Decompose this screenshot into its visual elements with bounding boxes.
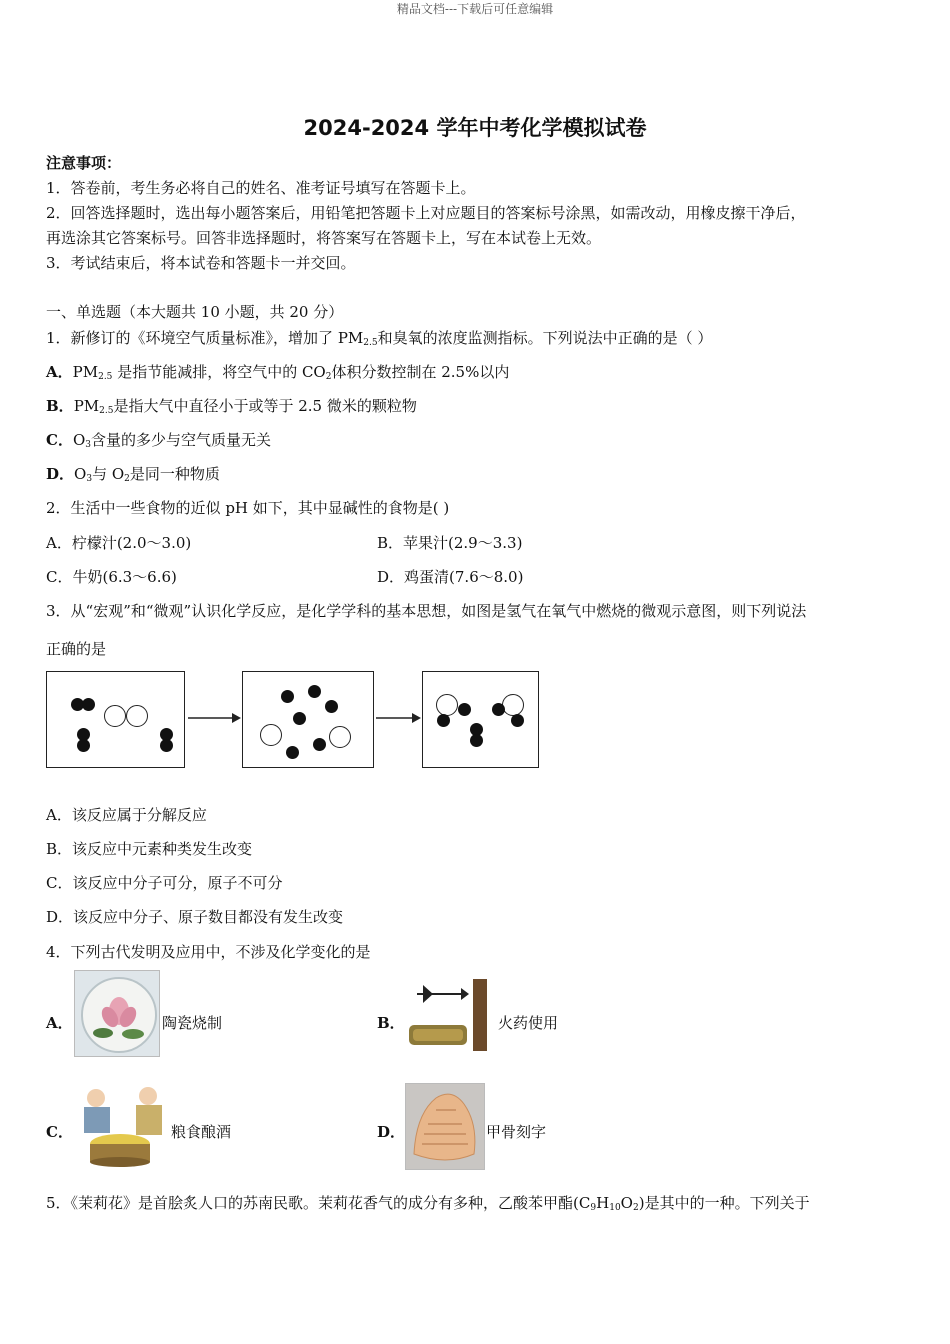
notice-heading: 注意事项： [46, 154, 122, 172]
q3-option-d: D．该反应中分子、原子数目都没有发生改变 [46, 908, 344, 926]
q2-stem: 2．生活中一些食物的近似 pH 如下，其中显碱性的食物是( ) [46, 499, 450, 517]
q4-option-c-label: C． [46, 1123, 73, 1141]
arrow-icon [186, 709, 242, 727]
o-atom [104, 705, 126, 727]
notice-item-1: 1．答卷前，考生务必将自己的姓名、准考证号填写在答题卡上。 [46, 179, 476, 197]
h-atom [160, 739, 173, 752]
q4-option-a-label: A． [46, 1014, 73, 1032]
q4-option-d-text: 甲骨刻字 [486, 1123, 547, 1141]
h-atom [281, 690, 294, 703]
q4-option-a-text: 陶瓷烧制 [162, 1014, 223, 1032]
exam-title: 2024-2024 学年中考化学模拟试卷 [303, 116, 647, 140]
q2-option-c: C．牛奶(6.3～6.6) [46, 568, 177, 586]
q2-option-b: B．苹果汁(2.9～3.3) [377, 534, 523, 552]
q3-stem: 3．从“宏观”和“微观”认识化学反应，是化学学科的基本思想，如图是氢气在氧气中燃烧的微观示意图，则下列说法 [46, 602, 807, 620]
q4-stem: 4．下列古代发明及应用中，不涉及化学变化的是 [46, 943, 371, 961]
h-atom [77, 739, 90, 752]
q3-option-b: B．该反应中元素种类发生改变 [46, 840, 253, 858]
h-atom [293, 712, 306, 725]
q4-option-d-label: D． [377, 1123, 406, 1141]
q2-option-d: D．鸡蛋清(7.6～8.0) [377, 568, 524, 586]
o-atom [260, 724, 282, 746]
h-atom [492, 703, 505, 716]
page-header: 精品文档---下载后可任意编辑 [396, 2, 554, 16]
products-box [422, 671, 539, 768]
q4-option-b-text: 火药使用 [498, 1014, 559, 1032]
h-atom [325, 700, 338, 713]
o-atom [126, 705, 148, 727]
q5-stem: 5．《茉莉花》是首脍炙人口的苏南民歌。茉莉花香气的成分有多种，乙酸苯甲酯$(C_9H_{10}O_2)$是其中的一种。下列关于 [46, 1194, 810, 1213]
q1-option-a: A．$PM_{2.5}$ 是指节能减排，将空气中的 $CO_2$体积分数控制在 2.5%以内 [46, 363, 510, 382]
intermediate-box [242, 671, 374, 768]
notice-item-3: 3．考试结束后，将本试卷和答题卡一并交回。 [46, 254, 356, 272]
h-atom [458, 703, 471, 716]
notice-item-2: 2．回答选择题时，选出每小题答案后，用铅笔把答题卡上对应题目的答案标号涂黑，如需改动，用橡皮擦干净后， [46, 204, 806, 222]
gunpowder-weapon-image [405, 975, 493, 1055]
q3-option-c: C．该反应中分子可分，原子不可分 [46, 874, 283, 892]
q2-option-a: A．柠檬汁(2.0～3.0) [46, 534, 192, 552]
reactants-box [46, 671, 185, 768]
o-atom [502, 694, 524, 716]
h-atom [308, 685, 321, 698]
q4-option-b-label: B． [377, 1014, 405, 1032]
h-atom [511, 714, 524, 727]
brewing-wine-image [74, 1080, 168, 1168]
q3-stem-cont: 正确的是 [46, 640, 107, 658]
h-atom [286, 746, 299, 759]
o-atom [329, 726, 351, 748]
q4-option-c-text: 粮食酿酒 [171, 1123, 232, 1141]
q3-option-a: A．该反应属于分解反应 [46, 806, 207, 824]
q1-stem: 1．新修订的《环境空气质量标准》，增加了 $PM_{2.5}$和臭氧的浓度监测指标。下列说法中正确的是（ ） [46, 329, 713, 348]
h-atom [437, 714, 450, 727]
notice-item-2-cont: 再选涂其它答案标号。回答非选择题时，将答案写在答题卡上，写在本试卷上无效。 [46, 229, 602, 247]
h-atom [313, 738, 326, 751]
porcelain-plate-image [74, 970, 160, 1057]
arrow-icon [374, 709, 422, 727]
o-atom [436, 694, 458, 716]
h-atom [82, 698, 95, 711]
q1-option-b: B．$PM_{2.5}$是指大气中直径小于或等于 2.5 微米的颗粒物 [46, 397, 417, 416]
h-atom [470, 734, 483, 747]
q1-option-d: D．$O_3$与 $O_2$是同一种物质 [46, 465, 220, 484]
section-heading: 一、单选题（本大题共 10 小题，共 20 分） [46, 303, 344, 321]
q1-option-c: C．$O_3$含量的多少与空气质量无关 [46, 431, 272, 450]
oracle-bone-image [405, 1083, 485, 1170]
